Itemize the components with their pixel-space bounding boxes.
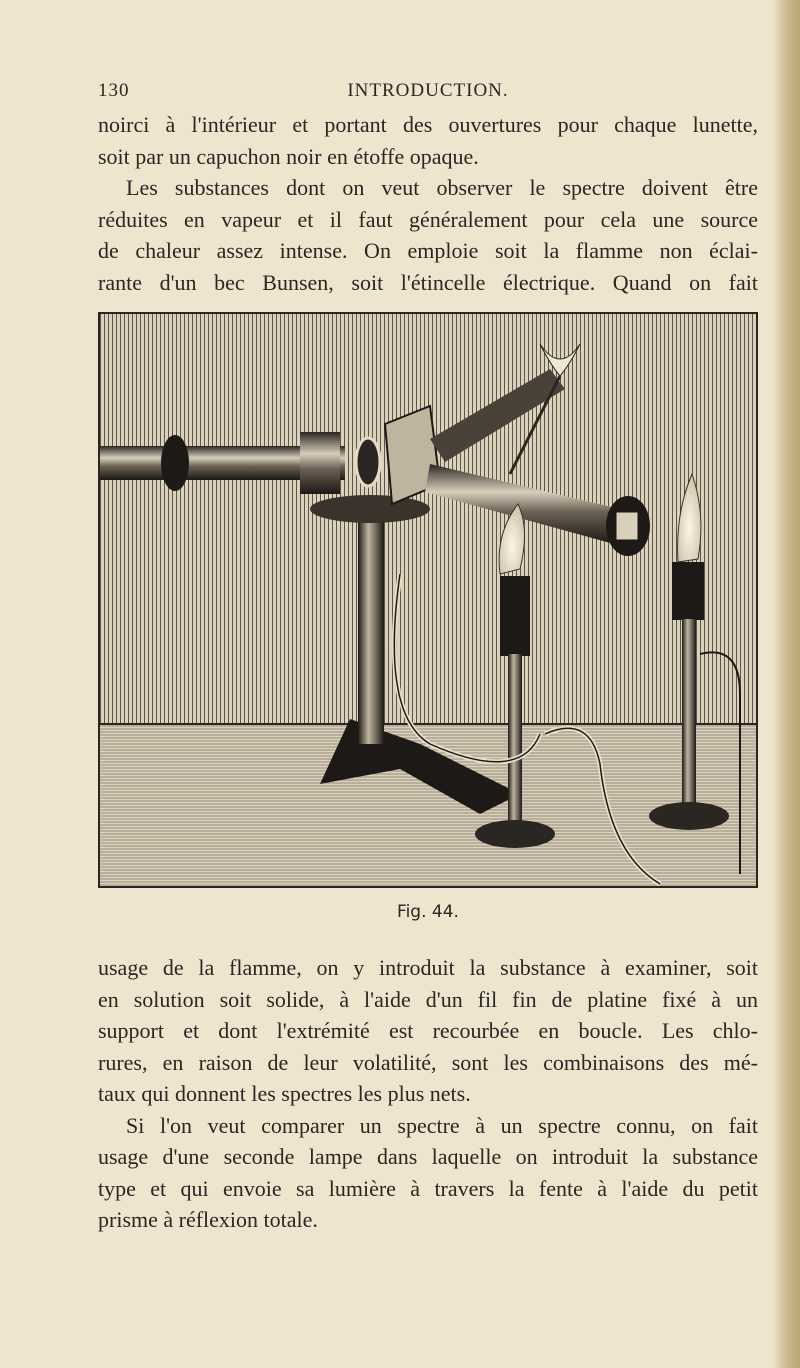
text-line: type et qui envoie sa lumière à travers la fente à l'aide du petit [98, 1175, 758, 1201]
text-line: usage d'une seconde lampe dans laquelle on introduit la substance [98, 1144, 758, 1169]
text-line: usage de la flamme, on y introduit la substance à examiner, soit [98, 955, 758, 980]
text-line: réduites en vapeur et il faut généralement pour cela une source [98, 206, 758, 232]
engraving-svg [100, 314, 756, 886]
text-line: noirci à l'intérieur et portant des ouvertures pour chaque lunette, [98, 112, 758, 137]
stand-column [358, 514, 384, 744]
page-number: 130 [98, 80, 130, 101]
text-line: Les substances dont on veut observer le spectre doivent être [126, 175, 758, 200]
background-hatching [100, 314, 756, 724]
figure-caption: Fig. 44. [397, 902, 459, 922]
burner-two [672, 562, 704, 620]
text-line: rante d'un bec Bunsen, soit l'étincelle électrique. Quand on fait [98, 269, 758, 295]
paragraph-bottom [98, 952, 758, 1236]
text-line: rures, en raison de leur volatilité, sont les combinaisons des mé- [98, 1049, 758, 1075]
burner-one [500, 576, 530, 656]
text-line: soit par un capuchon noir en étoffe opaque. [98, 143, 479, 169]
paragraph-top [98, 109, 758, 298]
text-line: support et dont l'extrémité est recourbée en boucle. Les chlo- [98, 1018, 758, 1043]
text-line: prisme à réflexion totale. [98, 1207, 318, 1232]
text-line: taux qui donnent les spectres les plus nets. [98, 1081, 471, 1106]
text-line: Si l'on veut comparer un spectre à un spectre connu, on fait [126, 1112, 758, 1138]
text-line: en solution soit solide, à l'aide d'un fil fin de platine fixé à un [98, 986, 758, 1012]
running-head-title: INTRODUCTION. [347, 80, 509, 101]
text-line: de chaleur assez intense. On emploie soit la flamme non éclai- [98, 238, 758, 263]
page-edge [772, 0, 800, 1368]
prism-table [310, 495, 430, 523]
running-header [98, 80, 758, 106]
spectroscope-illustration [98, 312, 758, 888]
